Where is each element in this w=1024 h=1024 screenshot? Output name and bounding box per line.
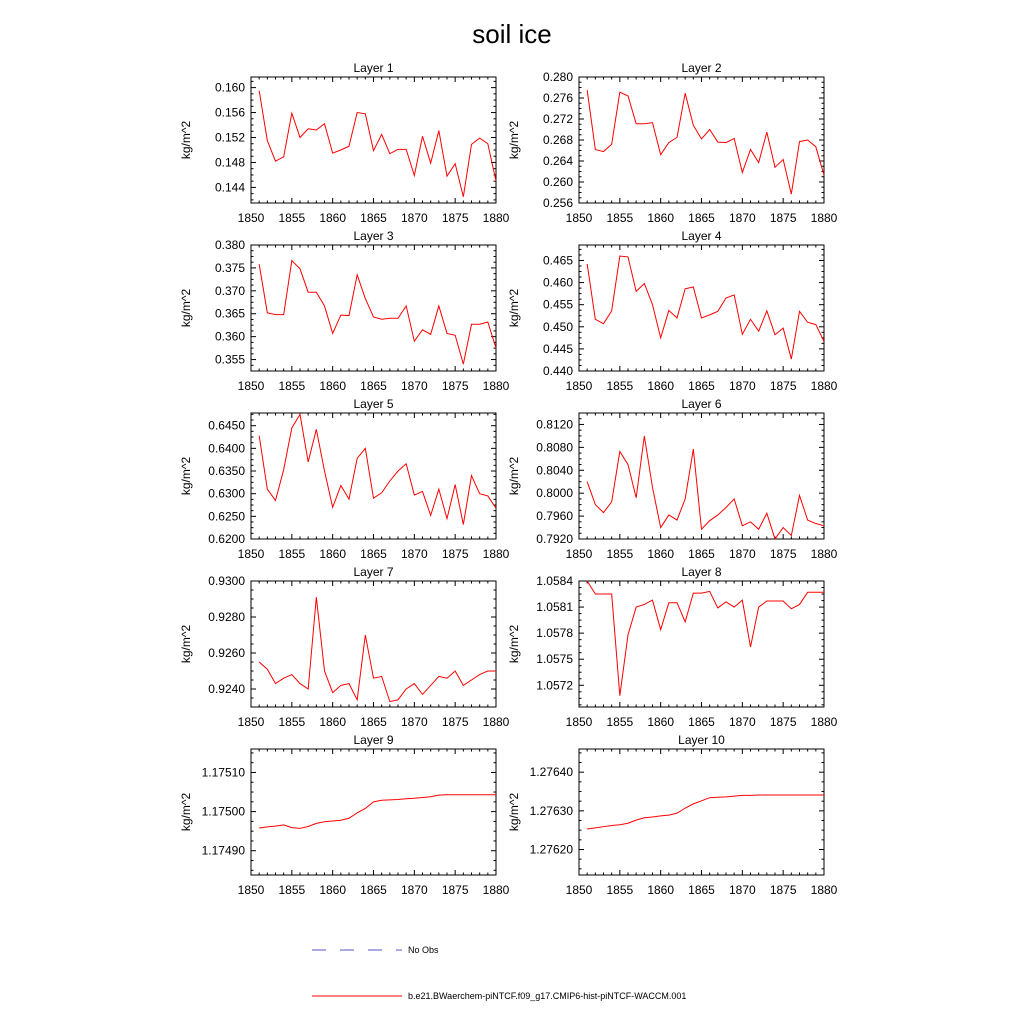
y-tick-label: 1.17500 [201,804,245,819]
panel-title: Layer 3 [353,229,394,243]
series-line [259,795,496,829]
x-tick-label: 1880 [482,883,510,897]
y-tick-label: 0.268 [542,133,573,147]
y-tick-label: 0.264 [542,154,573,168]
x-tick-label: 1855 [278,883,306,897]
x-tick-label: 1850 [565,211,593,225]
y-tick-label: 1.17490 [201,843,245,858]
panel-title: Layer 2 [681,61,722,75]
x-tick-label: 1875 [441,715,469,729]
y-tick-label: 0.6350 [208,464,245,479]
x-tick-label: 1875 [769,211,797,225]
y-tick-label: 0.6400 [208,441,245,456]
y-tick-label: 1.27640 [529,765,573,780]
series-line [587,90,824,194]
y-tick-label: 0.445 [542,341,573,356]
series-line [259,597,496,701]
x-tick-label: 1855 [606,379,634,393]
panel-title: Layer 1 [353,61,394,75]
x-tick-label: 1870 [728,715,756,729]
x-tick-label: 1865 [688,547,715,561]
panel-layer-1 [179,61,510,225]
x-tick-label: 1880 [482,379,510,393]
panel-layer-3 [179,229,510,393]
x-tick-label: 1860 [319,715,347,729]
panel-title: Layer 4 [681,229,722,243]
y-tick-label: 1.0572 [536,678,573,693]
x-tick-label: 1875 [441,547,469,561]
y-tick-label: 0.355 [214,352,245,367]
x-tick-label: 1855 [278,715,306,729]
x-tick-label: 1860 [319,547,347,561]
panel-title: Layer 10 [678,733,725,747]
y-tick-label: 0.260 [542,175,573,189]
x-tick-label: 1875 [441,883,469,897]
x-tick-label: 1850 [237,883,265,897]
y-axis-label: kg/m^2 [179,624,193,664]
y-tick-label: 0.6250 [208,509,245,524]
series-line [587,795,824,829]
y-tick-label: 0.8120 [536,417,573,432]
legend [312,945,686,1001]
y-tick-label: 0.6300 [208,486,245,501]
plot-frame [251,245,496,371]
y-tick-label: 1.0575 [536,652,573,667]
x-tick-label: 1880 [482,547,510,561]
x-tick-label: 1850 [237,547,265,561]
x-tick-label: 1880 [810,883,838,897]
y-tick-label: 1.0581 [536,600,573,615]
panel-layer-4 [507,229,838,393]
y-tick-label: 0.450 [542,319,573,334]
x-tick-label: 1875 [769,715,797,729]
x-tick-label: 1870 [400,547,428,561]
y-tick-label: 1.27630 [529,803,573,818]
x-tick-label: 1870 [728,883,756,897]
y-axis-label: kg/m^2 [507,624,521,664]
y-tick-label: 1.27620 [529,842,573,857]
figure-title: soil ice [472,19,552,49]
x-tick-label: 1870 [728,547,756,561]
x-tick-label: 1865 [360,715,387,729]
y-tick-label: 0.9260 [208,646,245,660]
x-tick-label: 1855 [278,547,306,561]
panel-title: Layer 6 [681,397,722,411]
y-tick-label: 0.375 [214,260,245,275]
x-tick-label: 1865 [360,883,387,897]
x-tick-label: 1880 [810,211,838,225]
y-tick-label: 0.148 [214,155,245,170]
x-tick-label: 1860 [647,547,675,561]
plot-frame [251,413,496,539]
x-tick-label: 1850 [565,715,593,729]
y-axis-label: kg/m^2 [507,288,521,328]
series-line [587,436,824,539]
plot-frame [251,581,496,707]
x-tick-label: 1860 [647,379,675,393]
panel-title: Layer 9 [353,733,394,747]
x-tick-label: 1880 [482,715,510,729]
y-tick-label: 0.6200 [208,532,245,546]
y-tick-label: 0.152 [214,130,245,145]
y-tick-label: 0.156 [214,105,245,120]
x-tick-label: 1860 [319,379,347,393]
y-tick-label: 0.9240 [208,682,245,696]
panels-grid [179,61,838,897]
x-tick-label: 1855 [606,547,634,561]
x-tick-label: 1855 [278,211,306,225]
x-tick-label: 1850 [237,211,265,225]
y-tick-label: 0.9280 [208,610,245,624]
x-tick-label: 1865 [688,211,715,225]
y-axis-label: kg/m^2 [179,120,193,160]
x-tick-label: 1855 [606,883,634,897]
series-line [587,256,824,359]
y-axis-label: kg/m^2 [507,120,521,160]
panel-layer-7 [179,565,510,729]
y-tick-label: 0.380 [214,238,245,252]
x-tick-label: 1860 [647,211,675,225]
x-tick-label: 1850 [565,547,593,561]
x-tick-label: 1860 [319,883,347,897]
legend-model-label: b.e21.BWaerchem-piNTCF.f09_g17.CMIP6-hist-piNTCF-WACCM.001 [408,991,687,1001]
y-tick-label: 1.0584 [536,574,573,588]
series-line [259,261,496,365]
plot-frame [579,245,824,371]
y-axis-label: kg/m^2 [179,456,193,496]
panel-title: Layer 8 [681,565,722,579]
panel-layer-6 [507,397,838,561]
x-tick-label: 1865 [688,379,715,393]
x-tick-label: 1855 [606,715,634,729]
x-tick-label: 1865 [360,211,387,225]
x-tick-label: 1880 [810,715,838,729]
y-axis-label: kg/m^2 [179,288,193,328]
x-tick-label: 1865 [688,883,715,897]
y-tick-label: 0.8040 [536,463,573,478]
x-tick-label: 1865 [360,547,387,561]
x-tick-label: 1860 [647,715,675,729]
y-tick-label: 0.465 [542,253,573,268]
series-line [587,581,824,696]
series-line [259,414,496,524]
panel-layer-9 [179,733,510,897]
y-axis-label: kg/m^2 [507,792,521,832]
panel-layer-2 [507,61,838,225]
x-tick-label: 1875 [769,547,797,561]
x-tick-label: 1875 [769,379,797,393]
y-tick-label: 0.9300 [208,574,245,588]
panel-layer-5 [179,397,510,561]
panel-title: Layer 7 [353,565,394,579]
x-tick-label: 1865 [360,379,387,393]
x-tick-label: 1865 [688,715,715,729]
y-tick-label: 0.370 [214,283,245,298]
x-tick-label: 1880 [810,379,838,393]
y-tick-label: 0.460 [542,275,573,290]
plot-frame [251,77,496,203]
y-tick-label: 1.17510 [201,765,245,780]
x-tick-label: 1870 [728,211,756,225]
y-tick-label: 0.365 [214,306,245,321]
x-tick-label: 1880 [482,211,510,225]
series-line [259,91,496,197]
x-tick-label: 1850 [565,379,593,393]
y-tick-label: 0.6450 [208,418,245,433]
x-tick-label: 1860 [319,211,347,225]
y-axis-label: kg/m^2 [507,456,521,496]
y-tick-label: 0.8000 [536,486,573,501]
x-tick-label: 1855 [606,211,634,225]
x-tick-label: 1880 [810,547,838,561]
panel-layer-8 [507,565,838,729]
y-tick-label: 0.280 [542,70,573,84]
y-tick-label: 0.276 [542,91,573,105]
x-tick-label: 1870 [400,883,428,897]
x-tick-label: 1870 [400,715,428,729]
y-tick-label: 0.144 [214,180,245,195]
x-tick-label: 1850 [565,883,593,897]
x-tick-label: 1870 [400,211,428,225]
y-tick-label: 0.256 [542,196,573,210]
y-tick-label: 1.0578 [536,626,573,641]
y-tick-label: 0.360 [214,329,245,344]
y-axis-label: kg/m^2 [179,792,193,832]
x-tick-label: 1870 [400,379,428,393]
plot-frame [579,77,824,203]
x-tick-label: 1875 [769,883,797,897]
y-tick-label: 0.7960 [536,509,573,524]
plot-frame [251,749,496,875]
panel-layer-10 [507,733,838,897]
y-tick-label: 0.440 [542,364,573,378]
x-tick-label: 1875 [441,379,469,393]
y-tick-label: 0.455 [542,297,573,312]
panel-title: Layer 5 [353,397,394,411]
x-tick-label: 1850 [237,715,265,729]
x-tick-label: 1850 [237,379,265,393]
y-tick-label: 0.272 [542,112,573,126]
x-tick-label: 1860 [647,883,675,897]
plot-frame [579,749,824,875]
legend-no-obs-label: No Obs [408,945,439,955]
x-tick-label: 1875 [441,211,469,225]
x-tick-label: 1855 [278,379,306,393]
y-tick-label: 0.160 [214,80,245,95]
y-tick-label: 0.7920 [536,532,573,546]
x-tick-label: 1870 [728,379,756,393]
y-tick-label: 0.8080 [536,440,573,455]
